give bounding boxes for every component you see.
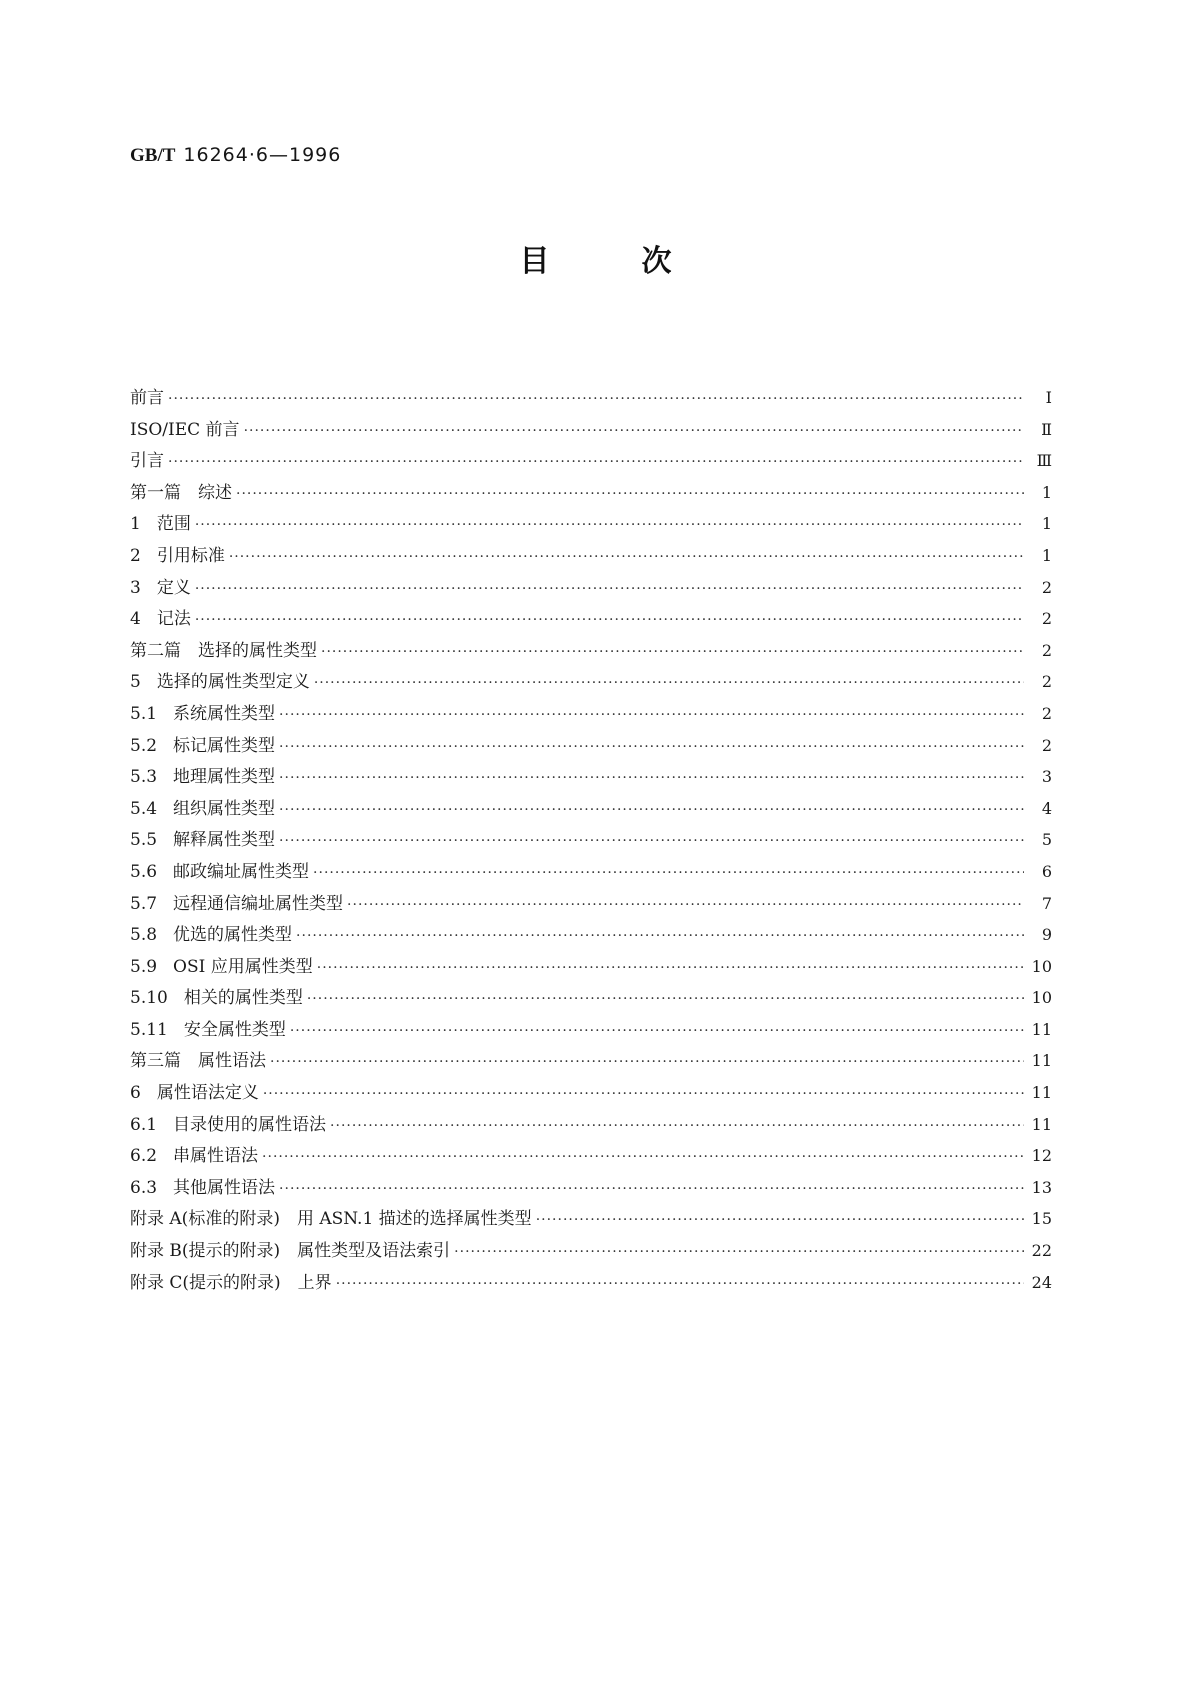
toc-entry[interactable] — [130, 824, 1052, 856]
toc-leader-dots — [270, 1047, 1024, 1079]
toc-entry-label — [130, 1110, 330, 1142]
toc-leader-dots — [290, 1016, 1024, 1048]
toc-entry-label — [130, 825, 279, 857]
toc-page-number: 11 — [1031, 1083, 1052, 1103]
toc-section-title: 附录 A(标准的附录) 用 ASN.1 描述的选择属性类型 — [130, 1209, 532, 1230]
toc-page-number: 2 — [1041, 703, 1052, 723]
toc-entry-label — [130, 889, 347, 921]
standard-code — [130, 144, 341, 167]
toc-leader-dots — [536, 1205, 1024, 1237]
toc-entry[interactable] — [130, 635, 1052, 667]
toc-leader-dots — [347, 890, 1024, 922]
toc-entry-label — [130, 541, 229, 573]
toc-section-title: 引言 — [130, 451, 164, 472]
toc-leader-dots — [279, 795, 1024, 827]
toc-section-number: 5.4 — [130, 798, 158, 819]
toc-section-number: 5.1 — [130, 703, 158, 724]
toc-entry[interactable] — [130, 508, 1052, 540]
toc-section-number: 6.3 — [130, 1177, 158, 1198]
toc-page-number: 7 — [1041, 893, 1052, 913]
toc-entry-label — [130, 762, 279, 794]
toc-section-number: 5.8 — [130, 925, 158, 946]
toc-section-title: 第三篇 属性语法 — [130, 1051, 266, 1072]
toc-section-title: 解释属性类型 — [173, 830, 276, 851]
toc-entry-label — [130, 699, 279, 731]
toc-entry[interactable] — [130, 1140, 1052, 1172]
toc-entry[interactable] — [130, 603, 1052, 635]
toc-page-number: 1 — [1041, 545, 1052, 565]
toc-entry[interactable] — [130, 1203, 1052, 1235]
toc-section-title: OSI 应用属性类型 — [173, 956, 313, 977]
toc-entry-label — [130, 983, 307, 1015]
toc-page-number: 2 — [1041, 735, 1052, 755]
toc-leader-dots — [279, 763, 1024, 795]
toc-leader-dots — [168, 447, 1024, 479]
toc-section-number: 5.5 — [130, 830, 158, 851]
toc-page-number: 9 — [1041, 925, 1052, 945]
toc-section-title: ISO/IEC 前言 — [130, 419, 240, 440]
toc-leader-dots — [279, 732, 1024, 764]
toc-section-number: 6.1 — [130, 1114, 158, 1135]
toc-entry-label — [130, 731, 279, 763]
toc-section-title: 附录 C(提示的附录) 上界 — [130, 1272, 332, 1293]
toc-section-number: 3 — [130, 577, 141, 598]
toc-entry[interactable] — [130, 730, 1052, 762]
toc-page-number: 3 — [1041, 767, 1052, 787]
standard-prefix: GB/T — [130, 145, 176, 166]
toc-section-number: 5.9 — [130, 956, 158, 977]
toc-entry[interactable] — [130, 382, 1052, 414]
toc-page-number: 10 — [1031, 956, 1052, 976]
toc-page-number: 1 — [1041, 514, 1052, 534]
toc-page-number: 1 — [1041, 482, 1052, 502]
toc-section-title: 引用标准 — [156, 545, 225, 566]
toc-section-title: 标记属性类型 — [173, 735, 276, 756]
toc-entry[interactable] — [130, 761, 1052, 793]
toc-page-number: Ⅰ — [1045, 388, 1052, 407]
toc-section-number: 5.10 — [130, 988, 168, 1009]
toc-section-title: 目录使用的属性语法 — [173, 1114, 327, 1135]
toc-section-title: 属性语法定义 — [156, 1083, 259, 1104]
toc-leader-dots — [279, 1174, 1024, 1206]
toc-entry[interactable] — [130, 1235, 1052, 1267]
toc-page-number: 11 — [1031, 1114, 1052, 1134]
toc-entry[interactable] — [130, 445, 1052, 477]
toc-page-number: 2 — [1041, 640, 1052, 660]
toc-section-title: 系统属性类型 — [173, 703, 276, 724]
toc-entry[interactable] — [130, 666, 1052, 698]
title-char-1: 目 — [519, 244, 550, 279]
toc-page-number: 11 — [1031, 1051, 1052, 1071]
toc-page-number: 2 — [1041, 672, 1052, 692]
toc-section-title: 记法 — [156, 609, 191, 630]
toc-entry-label — [130, 857, 313, 889]
toc-leader-dots — [296, 921, 1024, 953]
toc-leader-dots — [168, 384, 1024, 416]
toc-entry-label — [130, 1236, 454, 1268]
toc-leader-dots — [307, 984, 1024, 1016]
toc-entry-label — [130, 952, 317, 984]
toc-section-title: 串属性语法 — [173, 1146, 259, 1167]
toc-entry-label — [130, 446, 168, 478]
toc-section-title: 范围 — [156, 514, 191, 535]
toc-entry-label — [130, 1015, 290, 1047]
toc-entry-label — [130, 604, 195, 636]
toc-page-number: 2 — [1041, 609, 1052, 629]
toc-leader-dots — [454, 1237, 1024, 1269]
toc-page-number: 24 — [1031, 1272, 1052, 1292]
toc-section-number: 6 — [130, 1083, 141, 1104]
title-char-2: 次 — [641, 244, 672, 279]
toc-entry-label — [130, 478, 236, 510]
toc-section-number: 6.2 — [130, 1146, 158, 1167]
toc-section-title: 附录 B(提示的附录) 属性类型及语法索引 — [130, 1241, 451, 1262]
toc-page-number: 22 — [1031, 1241, 1052, 1261]
toc-section-title: 地理属性类型 — [173, 767, 276, 788]
toc-entry[interactable] — [130, 477, 1052, 509]
page-title — [0, 236, 1191, 280]
toc-section-number: 5.3 — [130, 767, 158, 788]
toc-section-title: 第二篇 选择的属性类型 — [130, 640, 317, 661]
toc-entry[interactable] — [130, 414, 1052, 446]
toc-entry-label — [130, 1204, 536, 1236]
toc-entry-label — [130, 794, 279, 826]
toc-leader-dots — [229, 542, 1024, 574]
toc-section-title: 其他属性语法 — [173, 1177, 276, 1198]
toc-page-number: 10 — [1031, 988, 1052, 1008]
toc-section-title: 定义 — [156, 577, 191, 598]
toc-entry[interactable] — [130, 540, 1052, 572]
toc-page-number: 5 — [1041, 830, 1052, 850]
toc-section-title: 组织属性类型 — [173, 798, 276, 819]
toc-entry[interactable] — [130, 1077, 1052, 1109]
toc-entry-label — [130, 1141, 262, 1173]
toc-section-number: 4 — [130, 609, 141, 630]
toc-section-title: 前言 — [130, 388, 164, 408]
toc-leader-dots — [321, 637, 1024, 669]
toc-page-number: 2 — [1041, 577, 1052, 597]
toc-entry[interactable] — [130, 1109, 1052, 1141]
toc-entry-label — [130, 920, 296, 952]
toc-entry-label — [130, 636, 321, 668]
toc-leader-dots — [195, 605, 1024, 637]
toc-entry-label — [130, 1046, 270, 1078]
toc-entry-label — [130, 509, 195, 541]
toc-page-number: 6 — [1041, 861, 1052, 881]
toc-entry-label — [130, 415, 244, 447]
toc-section-title: 安全属性类型 — [183, 1019, 286, 1040]
toc-page-number: Ⅱ — [1041, 419, 1052, 439]
toc-page-number: Ⅲ — [1036, 451, 1052, 471]
toc-leader-dots — [336, 1269, 1024, 1301]
toc-section-number: 2 — [130, 545, 141, 566]
toc-entry-label — [130, 383, 168, 415]
toc-section-number: 5.11 — [130, 1019, 168, 1040]
toc-section-title: 第一篇 综述 — [130, 482, 232, 503]
standard-number: 16264·6—1996 — [183, 144, 342, 166]
toc-section-title: 相关的属性类型 — [183, 988, 303, 1009]
toc-entry[interactable] — [130, 951, 1052, 983]
toc-entry-label — [130, 1173, 279, 1205]
toc-leader-dots — [262, 1142, 1024, 1174]
toc-entry[interactable] — [130, 1014, 1052, 1046]
toc-leader-dots — [317, 953, 1024, 985]
toc-page-number: 13 — [1031, 1177, 1052, 1197]
toc-section-number: 5.6 — [130, 861, 158, 882]
toc-leader-dots — [313, 858, 1024, 890]
toc-section-title: 远程通信编址属性类型 — [173, 893, 344, 914]
toc-entry[interactable] — [130, 856, 1052, 888]
toc-leader-dots — [236, 479, 1024, 511]
toc-section-title: 邮政编址属性类型 — [173, 861, 310, 882]
toc-entry[interactable] — [130, 919, 1052, 951]
toc-entry-label — [130, 573, 195, 605]
toc-section-title: 选择的属性类型定义 — [156, 672, 310, 693]
toc-section-title: 优选的属性类型 — [173, 925, 293, 946]
toc-entry[interactable] — [130, 1045, 1052, 1077]
toc-section-number: 1 — [130, 514, 141, 535]
table-of-contents — [130, 382, 1052, 1298]
toc-entry[interactable] — [130, 1267, 1052, 1299]
toc-leader-dots — [314, 668, 1024, 700]
toc-entry[interactable] — [130, 888, 1052, 920]
toc-leader-dots — [263, 1079, 1024, 1111]
toc-section-number: 5.7 — [130, 893, 158, 914]
toc-entry[interactable] — [130, 572, 1052, 604]
toc-leader-dots — [244, 416, 1024, 448]
toc-leader-dots — [195, 574, 1024, 606]
toc-leader-dots — [330, 1111, 1024, 1143]
toc-page-number: 4 — [1041, 798, 1052, 818]
toc-entry[interactable] — [130, 1172, 1052, 1204]
toc-entry[interactable] — [130, 698, 1052, 730]
toc-entry[interactable] — [130, 793, 1052, 825]
toc-section-number: 5.2 — [130, 735, 158, 756]
toc-leader-dots — [279, 826, 1024, 858]
toc-entry-label — [130, 667, 314, 699]
toc-page-number: 12 — [1031, 1146, 1052, 1166]
toc-entry-label — [130, 1268, 336, 1300]
toc-section-number: 5 — [130, 672, 141, 693]
toc-entry-label — [130, 1078, 263, 1110]
toc-entry[interactable] — [130, 982, 1052, 1014]
toc-page-number: 15 — [1031, 1209, 1052, 1229]
toc-page-number: 11 — [1031, 1019, 1052, 1039]
toc-leader-dots — [195, 510, 1024, 542]
toc-leader-dots — [279, 700, 1024, 732]
